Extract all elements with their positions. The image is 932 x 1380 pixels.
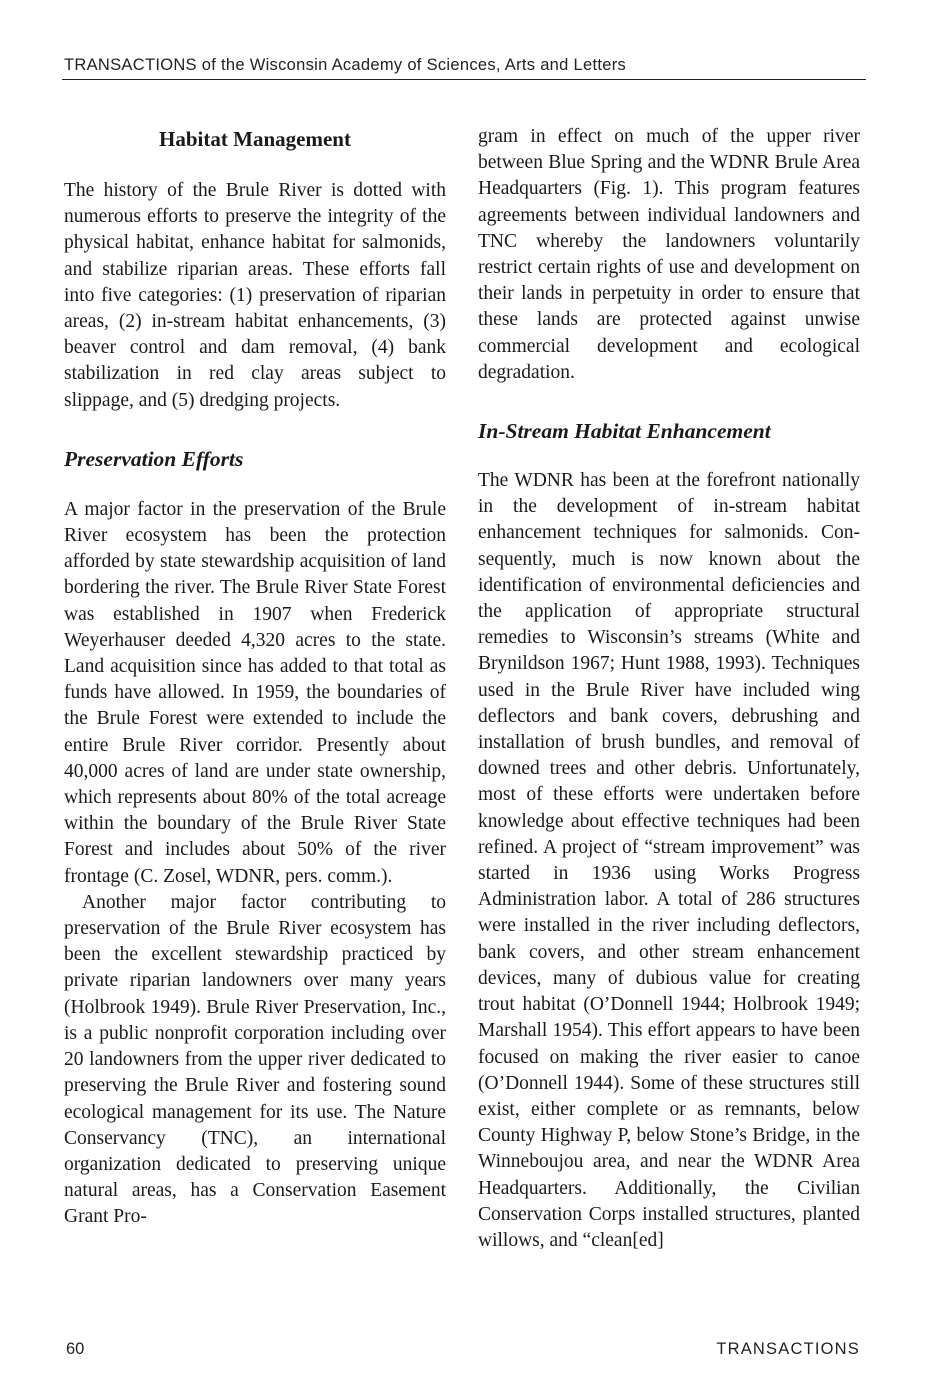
page-number: 60 (66, 1340, 85, 1358)
right-column (478, 124, 860, 1254)
continuation-paragraph: gram in effect on much of the upper river between Blue Spring and the WDNR Brule Area Headquarters (Fig. 1). This program features agreements between individual landowners and TNC whereby the landowners voluntarily restrict certain rights of use and development on their lands in perpetuity in order to ensure that these lands are protected against unwise commercial development and ecological degradation. (478, 126, 860, 383)
header-rule (62, 79, 866, 80)
running-head: TRANSACTIONS of the Wisconsin Academy of Sciences, Arts and Letters (64, 56, 627, 74)
footer-journal-title: TRANSACTIONS (716, 1340, 860, 1358)
left-column (64, 124, 446, 1231)
section-heading-habitat-management: Habitat Management (159, 127, 351, 151)
in-stream-paragraph-1: The WDNR has been at the forefront nationally in the development of in-stream habitat enhancement techniques for salmonids. Consequently, much is now known about the identification of environmental deficiencies and the application of appropriate structural remedies to Wisconsin’s streams (White and Brynildson 1967; Hunt 1988, 1993). Techniques used in the Brule River have included wing deflectors and bank covers, debrushing and installation of brush bundles, and removal of downed trees and other debris. Unfortunately, most of these efforts were undertaken before knowledge about effective techniques had been refined. A project of “stream improvement” was started in 1936 using Works Progress Administration labor. A total of 286 structures were installed in the river including deflectors, bank covers, and other stream enhancement devices, many of dubious value for creating trout habitat (O’Donnell 1944; Holbrook 1949; Marshall 1954). This effort appears to have been focused on making the river easier to canoe (O’Donnell 1944). Some of these structures still exist, either complete or as remnants, below County Highway P, below Stone’s Bridge, in the Winneboujou area, and near the WDNR Area Headquarters. Additionally, the Civilian Conservation Corps installed structures, planted willows, and “clean[ed] (478, 470, 860, 1251)
intro-paragraph: The history of the Brule River is dotted with numerous efforts to preserve the integrity of the physical habitat, enhance habitat for salmonids, and stabilize riparian areas. These efforts fall into five categories: (1) preservation of riparian areas, (2) in-stream habitat enhancements, (3) beaver control and dam removal, (4) bank stabilization in red clay areas subject to slippage, and (5) dredging projects. (64, 180, 446, 411)
subheading-preservation-efforts: Preservation Efforts (64, 446, 244, 471)
preservation-paragraph-1: A major factor in the preservation of the Brule River ecosystem has been the protection afforded by state stewardship acquisition of land bordering the river. The Brule River State Forest was established in 1907 when Frederick Weyerhauser deeded 4,320 acres to the state. Land acquisition since has added to that total as funds have allowed. In 1959, the boundaries of the Brule Forest were extended to include the entire Brule River corridor. Presently about 40,000 acres of land are under state ownership, which represents about 80% of the total acreage within the boundary of the Brule River State Forest and includes about 50% of the river frontage (C. Zosel, WDNR, pers. comm.). (64, 498, 446, 887)
preservation-paragraph-2: Another major factor contributing to preservation of the Brule River ecosystem has been the excellent stewardship practiced by private riparian landowners over many years (Holbrook 1949). Brule River Preservation, Inc., is a public nonprofit corporation including over 20 landowners from the upper river dedicated to preserving the Brule River and fostering sound ecological management for its use. The Nature Conservancy (TNC), an international organization dedicated to preserving unique natural areas, has a Conservation Easement Grant Pro- (64, 891, 446, 1228)
subheading-in-stream-habitat-enhancement: In-Stream Habitat Enhancement (478, 419, 771, 444)
